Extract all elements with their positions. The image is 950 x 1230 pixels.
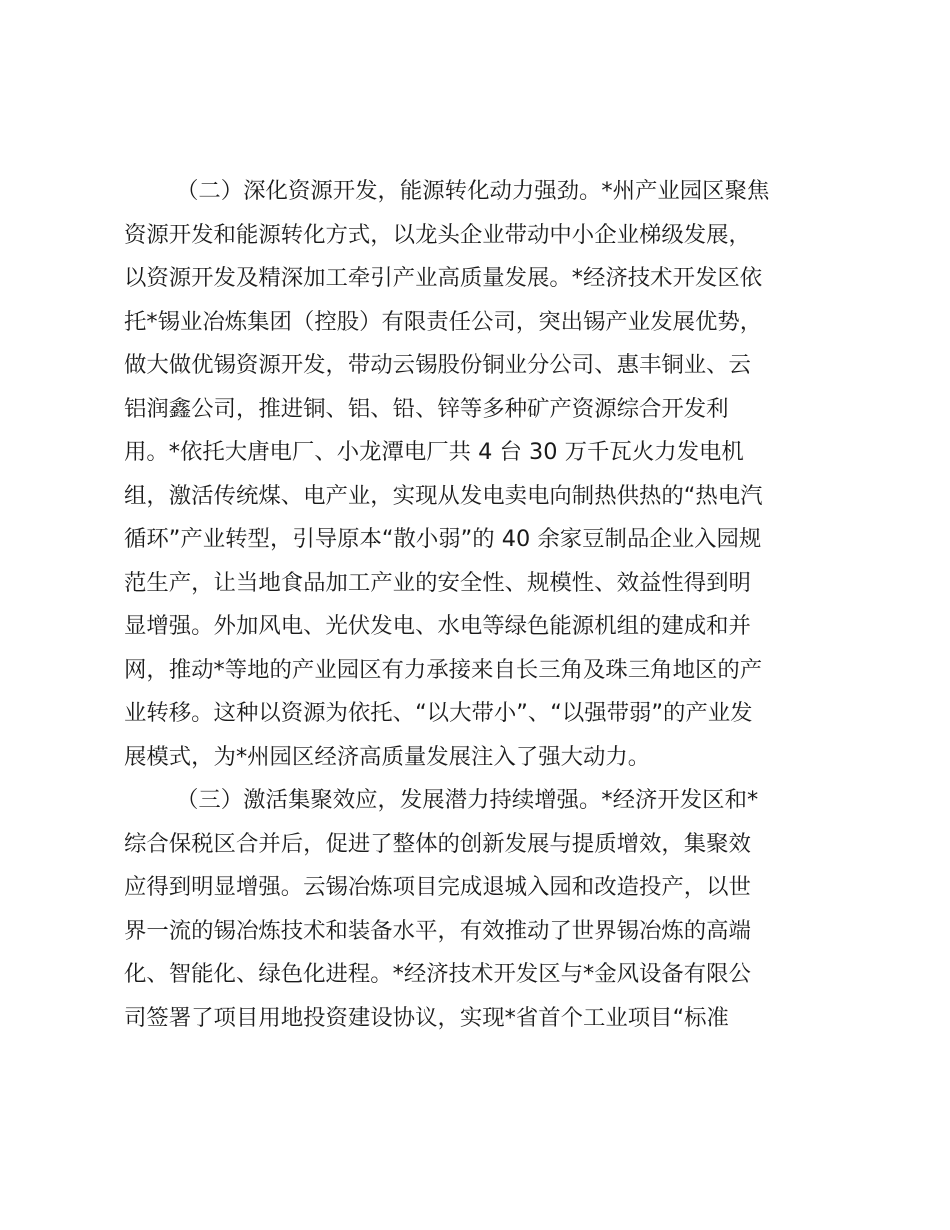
paragraph-3-line-2: 综合保税区合并后，促进了整体的创新发展与提质增效，集聚效 — [124, 830, 751, 857]
body-text — [124, 170, 844, 1040]
paragraph-3-line-4: 界一流的锡冶炼技术和装备水平，有效推动了世界锡冶炼的高端 — [124, 917, 751, 944]
paragraph-2-line-4: 托*锡业冶炼集团（控股）有限责任公司，突出锡产业发展优势， — [124, 308, 763, 335]
paragraph-2-line-2: 资源开发和能源转化方式，以龙头企业带动中小企业梯级发展， — [124, 221, 751, 248]
paragraph-2-line-10: 范生产，让当地食品加工产业的安全性、规模性、效益性得到明 — [124, 569, 751, 596]
paragraph-2-line-8: 组，激活传统煤、电产业，实现从发电卖电向制热供热的“热电汽 — [124, 482, 763, 509]
paragraph-3-line-6: 司签署了项目用地投资建设协议，实现*省首个工业项目“标准 — [124, 1004, 729, 1031]
paragraph-2-line-1: （二）深化资源开发，能源转化动力强劲。*州产业园区聚焦 — [176, 178, 770, 204]
paragraph-2-line-3: 以资源开发及精深加工牵引产业高质量发展。*经济技术开发区依 — [124, 265, 763, 291]
paragraph-2-line-7: 用。*依托大唐电厂、小龙潭电厂共 4 台 30 万千瓦火力发电机 — [124, 439, 744, 465]
paragraph-2-line-6: 铝润鑫公司，推进铜、铝、铅、锌等多种矿产资源综合开发利 — [124, 395, 729, 422]
paragraph-2-line-14: 展模式，为*州园区经济高质量发展注入了强大动力。 — [124, 743, 651, 770]
paragraph-2-line-5: 做大做优锡资源开发，带动云锡股份铜业分公司、惠丰铜业、云 — [124, 352, 751, 378]
paragraph-2-line-12: 网，推动*等地的产业园区有力承接来自长三角及珠三角地区的产 — [124, 656, 763, 683]
paragraph-3-line-3: 应得到明显增强。云锡冶炼项目完成退城入园和改造投产，以世 — [124, 874, 751, 900]
paragraph-3-line-5: 化、智能化、绿色化进程。*经济技术开发区与*金风设备有限公 — [124, 961, 751, 987]
paragraph-2-line-13: 业转移。这种以资源为依托、“以大带小”、“以强带弱”的产业发 — [124, 700, 753, 726]
paragraph-3-line-1: （三）激活集聚效应，发展潜力持续增强。*经济开发区和* — [176, 787, 759, 813]
paragraph-2-line-11: 显增强。外加风电、光伏发电、水电等绿色能源机组的建成和并 — [124, 613, 751, 639]
paragraph-2-line-9: 循环”产业转型，引导原本“散小弱”的 40 余家豆制品企业入园规 — [124, 526, 762, 552]
